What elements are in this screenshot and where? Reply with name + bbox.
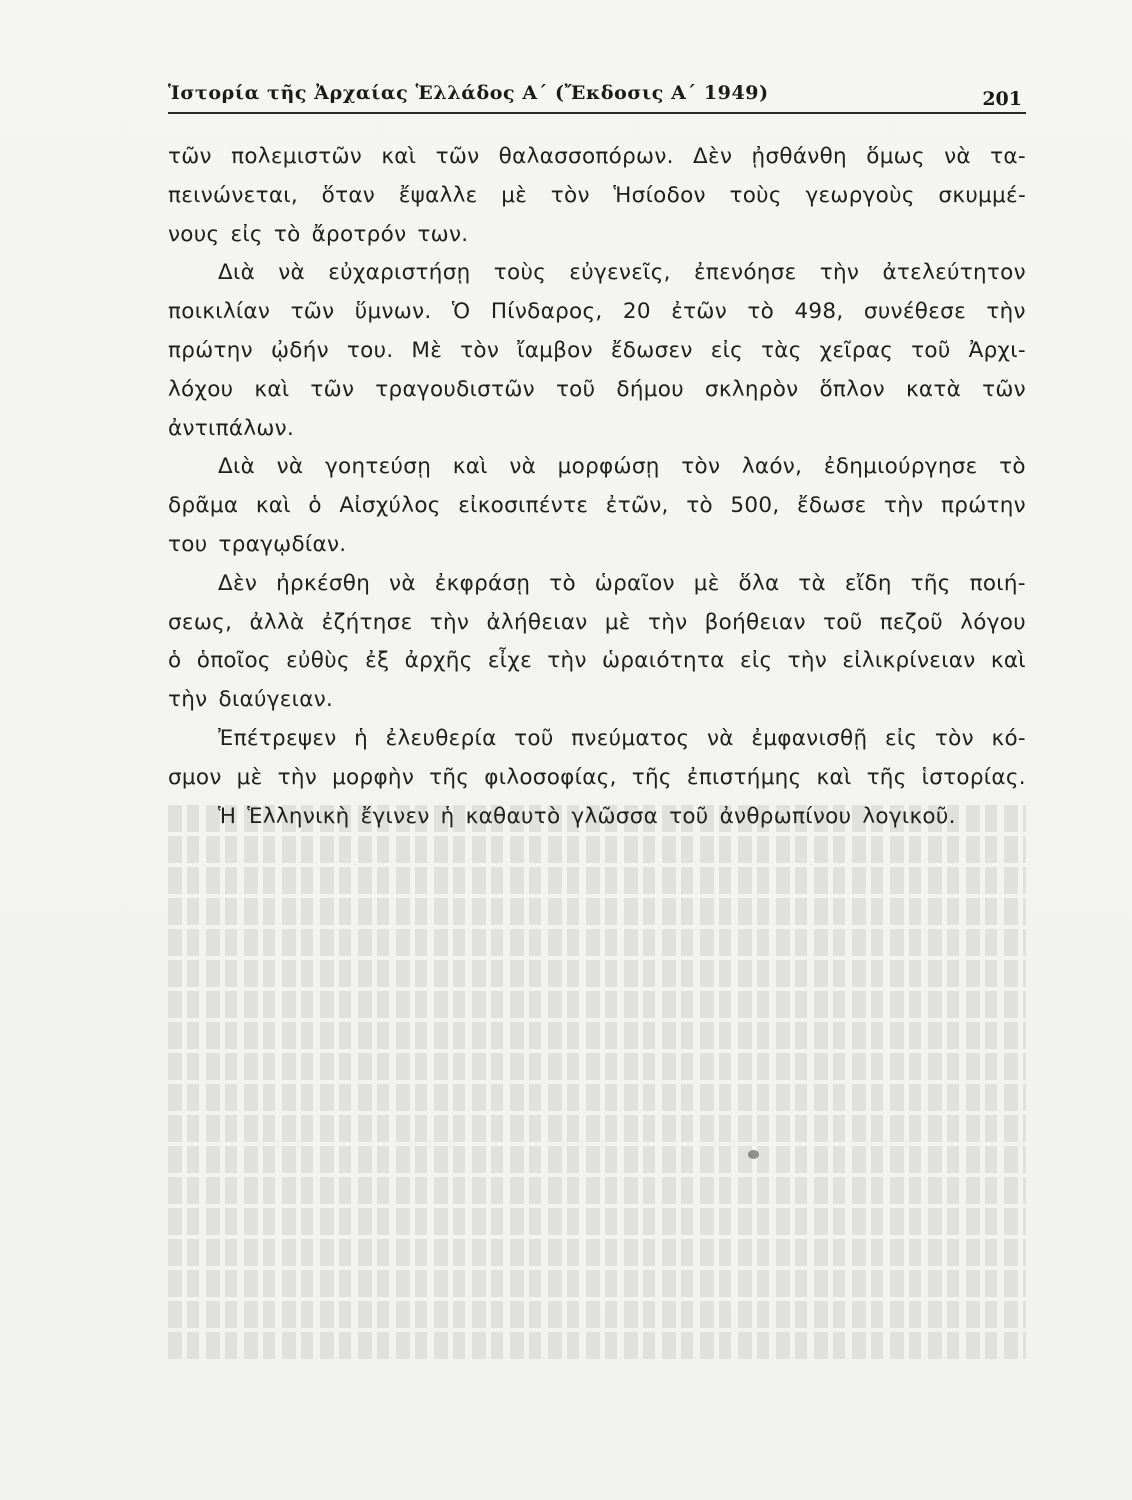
word: τῶν <box>168 144 212 169</box>
word: νους <box>168 221 220 247</box>
word: ἐμφανισθῇ <box>751 725 868 751</box>
text-line <box>168 798 1026 837</box>
word: διαύγειαν. <box>218 687 334 713</box>
word: Πίνδαρος, <box>490 299 603 325</box>
word: καὶ <box>990 648 1026 674</box>
word: νὰ <box>706 725 734 751</box>
word: καὶ <box>452 454 488 480</box>
word: ὕμνων. <box>354 299 432 325</box>
word: εὐχαριστήσῃ <box>328 260 471 286</box>
word: τὸν <box>934 725 974 751</box>
text-line <box>168 604 1026 643</box>
word: ἀρχῆς <box>404 648 473 674</box>
word: τὸ <box>747 299 775 325</box>
ink-speck <box>748 1150 759 1159</box>
book-title: Ἱστορία τῆς Ἀρχαίας Ἑλλάδος Α΄ (Ἔκδοσις Α΄ 1949) <box>168 82 769 104</box>
word: ὅμως <box>866 144 925 169</box>
text-line <box>168 642 1026 681</box>
word: ὅταν <box>321 182 376 208</box>
word: τῶν <box>982 376 1026 402</box>
word: του. <box>346 337 394 363</box>
word: τοῦ <box>669 803 709 829</box>
word: μορφὴν <box>332 764 415 790</box>
word: Ἀρχι- <box>968 337 1026 363</box>
word: εἰς <box>884 725 918 751</box>
word: μὲ <box>236 764 263 790</box>
word: τὰς <box>761 337 802 363</box>
word: ἐξ <box>365 648 390 674</box>
word: μὲ <box>693 570 720 596</box>
word: λογικοῦ. <box>862 803 956 829</box>
text-line <box>168 526 1026 565</box>
word: τὸ <box>999 454 1026 480</box>
word: ὡραιότητα <box>602 648 725 674</box>
word: εἰς <box>739 648 773 674</box>
word: καὶ <box>816 764 852 790</box>
word: θαλασσοπόρων. <box>498 144 674 169</box>
word: ὡραῖον <box>594 570 675 596</box>
word: φιλοσοφίας, <box>484 764 617 790</box>
word: Μὲ <box>411 337 443 363</box>
word: χεῖρας <box>819 337 894 363</box>
word: πνεύματος <box>571 725 690 751</box>
word: 498, <box>794 299 844 325</box>
word: πολεμιστῶν <box>231 144 363 169</box>
word: λόγου <box>960 609 1026 635</box>
word: τῶν <box>310 376 355 402</box>
word: καθαυτὸ <box>465 803 561 829</box>
text-line <box>168 681 1026 720</box>
word: τὴν <box>787 648 828 674</box>
word: λόχου <box>168 376 234 402</box>
word: Διὰ <box>218 454 256 480</box>
text-line <box>168 254 1026 293</box>
word: ποιή- <box>969 570 1026 596</box>
word: ἐτῶν, <box>605 493 669 519</box>
word: τῶν <box>435 144 480 169</box>
word: τα- <box>990 144 1026 169</box>
word: εἶχε <box>487 648 533 674</box>
word: ἡ <box>440 803 455 829</box>
text-line <box>168 293 1026 332</box>
word: μὲ <box>501 182 528 208</box>
text-line <box>168 759 1026 798</box>
word: εἴδη <box>844 570 892 596</box>
word: ἀτελεύτητον <box>882 260 1026 286</box>
word: μὲ <box>604 609 631 635</box>
word: 500, <box>730 493 780 519</box>
word: τὸ <box>273 221 301 247</box>
word: ᾐσθάνθη <box>751 144 847 169</box>
word: Αἰσχύλος <box>339 493 441 519</box>
word: εἰλικρίνειαν <box>842 648 976 674</box>
word: ὅλα <box>738 570 780 596</box>
word: σκυμμέ- <box>938 182 1026 208</box>
word: 20 <box>622 299 651 325</box>
word: γλῶσσα <box>571 803 659 829</box>
word: τοὺς <box>493 260 547 286</box>
word: εἰκοσιπέντε <box>458 493 589 519</box>
word: ἔδωσε <box>796 493 867 519</box>
word: ἠρκέσθη <box>276 570 371 596</box>
word: τῆς <box>866 764 907 790</box>
word: σκληρὸν <box>704 376 799 402</box>
word: τοῦ <box>514 725 554 751</box>
word: λαόν, <box>741 454 803 480</box>
word: εἰς <box>230 221 263 247</box>
word: καὶ <box>381 144 417 169</box>
word: του <box>168 531 208 557</box>
word: νὰ <box>944 144 971 169</box>
word: νὰ <box>509 454 537 480</box>
word: Ἐπέτρεψεν <box>218 725 337 751</box>
word: τὰ <box>798 570 827 596</box>
word: τοὺς <box>729 182 782 208</box>
word: καὶ <box>255 493 291 519</box>
word: ἱστορίας. <box>921 764 1026 790</box>
word: Ὁ <box>451 299 471 325</box>
word: ποικιλίαν <box>168 299 271 325</box>
word: ἔγινεν <box>360 803 430 829</box>
word: Δὲν <box>693 144 733 169</box>
word: νὰ <box>389 570 416 596</box>
word: συνέθεσε <box>863 299 967 325</box>
text-line <box>168 720 1026 759</box>
word: τραγῳδίαν. <box>218 531 347 557</box>
word: τὴν <box>168 687 208 713</box>
word: τὸ <box>686 493 713 519</box>
word: ἀλήθειαν <box>486 609 588 635</box>
word: γεωργοὺς <box>805 182 915 208</box>
word: τῶν <box>290 299 335 325</box>
word: ἴαμβον <box>517 337 593 363</box>
word: Ἡ <box>218 803 237 829</box>
word: τραγουδιστῶν <box>375 376 535 402</box>
word: τὴν <box>819 260 860 286</box>
word: Ἑλληνικὴ <box>247 803 350 829</box>
word: κό- <box>991 725 1026 751</box>
word: ὅπλον <box>819 376 885 402</box>
word: Δὲν <box>218 570 258 596</box>
word: μορφώσῃ <box>557 454 660 480</box>
word: τὸν <box>681 454 721 480</box>
word: ἐκφράσῃ <box>434 570 531 596</box>
text-line <box>168 487 1026 526</box>
word: τῆς <box>631 764 672 790</box>
text-line <box>168 565 1026 604</box>
show-through-text <box>168 805 1026 1365</box>
word: τὸν <box>460 337 500 363</box>
word: νὰ <box>276 454 304 480</box>
word: πεινώνεται, <box>168 182 299 208</box>
word: τοῦ <box>823 609 863 635</box>
word: ἔδωσεν <box>610 337 693 363</box>
word: τὸ <box>549 570 576 596</box>
text-line <box>168 371 1026 410</box>
word: πρώτην <box>168 337 253 363</box>
word: ἐζήτησε <box>321 609 413 635</box>
word: εὐθὺς <box>286 648 350 674</box>
word: τὴν <box>547 648 587 674</box>
word: ἐτῶν <box>671 299 728 325</box>
text-line <box>168 410 1026 449</box>
word: πεζοῦ <box>879 609 944 635</box>
text-line <box>168 177 1026 216</box>
word: σεως, <box>168 609 233 635</box>
word: ἔψαλλε <box>398 182 478 208</box>
word: τὴν <box>429 609 470 635</box>
word: τὴν <box>647 609 688 635</box>
word: πρώτην <box>941 493 1026 519</box>
word: ὁ <box>308 493 322 519</box>
word: εἰς <box>710 337 744 363</box>
word: δήμου <box>616 376 684 402</box>
word: νὰ <box>278 260 306 286</box>
word: ἀντιπάλων. <box>168 415 295 441</box>
word: εὐγενεῖς, <box>569 260 671 286</box>
word: τῆς <box>429 764 470 790</box>
word: ἐλευθερία <box>385 725 497 751</box>
page-number: 201 <box>982 88 1022 110</box>
word: τὴν <box>884 493 924 519</box>
text-line <box>168 138 1026 177</box>
word: ἀνθρωπίνου <box>719 803 852 829</box>
word: ὁ <box>168 648 182 674</box>
word: τοῦ <box>555 376 596 402</box>
word: ἄροτρόν <box>311 221 407 247</box>
word: τὴν <box>986 299 1026 325</box>
word: των. <box>417 221 469 247</box>
text-line <box>168 448 1026 487</box>
word: καὶ <box>254 376 290 402</box>
word: τοῦ <box>911 337 951 363</box>
word: ὁποῖος <box>196 648 271 674</box>
word: σμον <box>168 764 222 790</box>
word: ἐδημιούργησε <box>823 454 978 480</box>
running-header <box>168 78 1026 114</box>
text-line <box>168 332 1026 371</box>
word: ἐπιστήμης <box>686 764 802 790</box>
word: κατὰ <box>905 376 962 402</box>
word: βοήθειαν <box>704 609 806 635</box>
word: ᾠδήν <box>270 337 329 363</box>
body-text <box>168 138 1026 836</box>
word: τῆς <box>910 570 951 596</box>
word: τὴν <box>277 764 318 790</box>
word: τὸν <box>550 182 590 208</box>
word: ἡ <box>354 725 369 751</box>
word: ἐπενόησε <box>693 260 797 286</box>
word: ἀλλὰ <box>249 609 305 635</box>
word: γοητεύσῃ <box>324 454 432 480</box>
word: δρᾶμα <box>168 493 239 519</box>
word: Διὰ <box>218 260 256 286</box>
text-line <box>168 216 1026 255</box>
word: Ἡσίοδον <box>613 182 706 208</box>
